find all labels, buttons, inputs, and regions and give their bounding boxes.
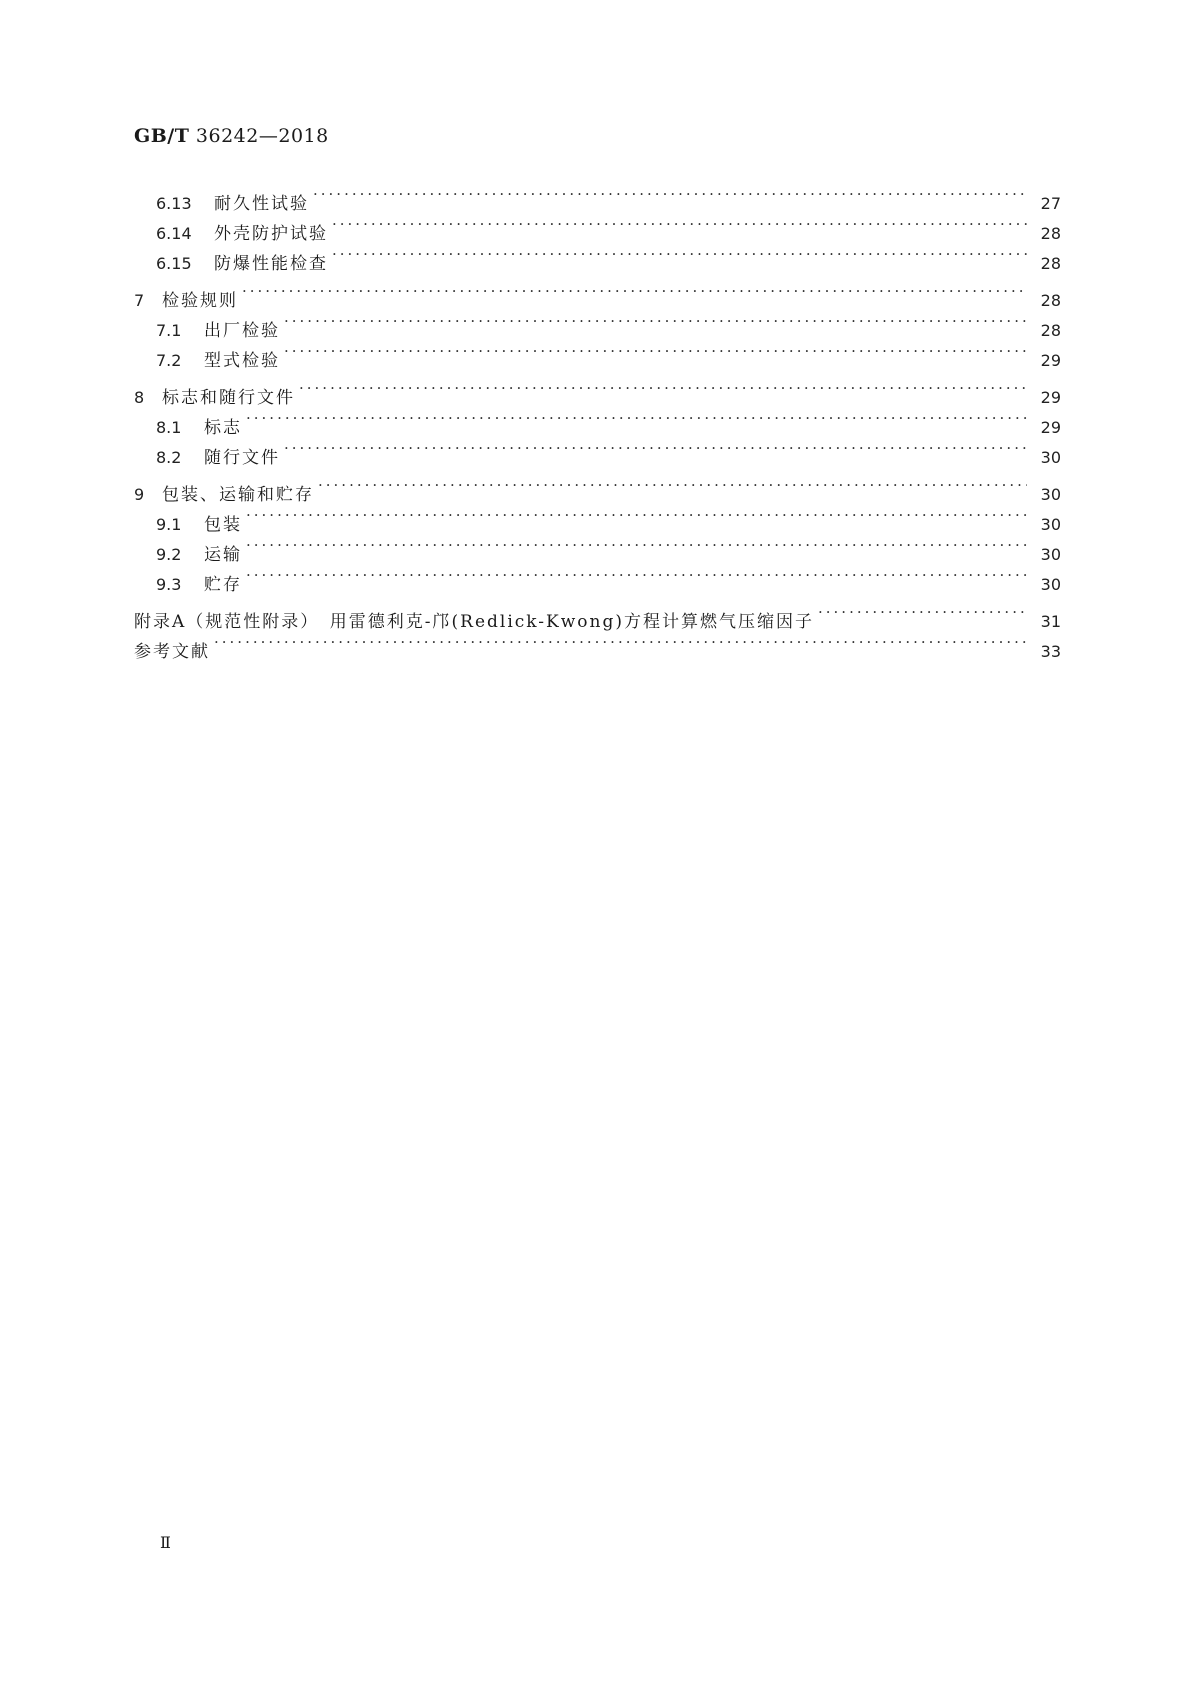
toc-number: 8.1 [156,418,182,437]
toc-page-number: 28 [1040,224,1061,243]
toc-page-number: 33 [1040,642,1061,661]
toc-number: 7.1 [156,321,182,340]
toc-leader-dots [299,373,1027,403]
toc-entry-8-2[interactable] [134,433,1061,468]
toc-number: 8.2 [156,448,182,467]
toc-page-number: 29 [1040,388,1061,407]
toc-title: 包装 [204,515,242,535]
toc-title: 检验规则 [162,291,238,311]
toc-leader-dots [246,530,1027,560]
toc-title: 型式检验 [204,351,280,371]
toc-title: 参考文献 [134,642,210,662]
toc-number: 6.14 [156,224,192,243]
toc-entry-9-1[interactable] [134,500,1061,535]
toc-title: 标志和随行文件 [162,388,295,408]
toc-entry-6-14[interactable] [134,209,1061,244]
toc-number: 7.2 [156,351,182,370]
toc-title: 附录A（规范性附录） 用雷德利克-邝(Redlick-Kwong)方程计算燃气压缩因子 [134,612,814,632]
toc-title: 防爆性能检查 [214,254,328,274]
toc-entry-8[interactable] [134,373,1061,408]
toc-leader-dots [284,433,1027,463]
toc-number: 6.15 [156,254,192,273]
toc-entry-7-1[interactable] [134,306,1061,341]
toc-title: 标志 [204,418,242,438]
toc-entry-7[interactable] [134,276,1061,311]
toc-leader-dots [284,306,1027,336]
toc-title: 包装、运输和贮存 [162,485,314,505]
toc-title: 出厂检验 [204,321,280,341]
toc-entry-6-15[interactable] [134,239,1061,274]
toc-entry-9-3[interactable] [134,560,1061,595]
toc-entry-9-2[interactable] [134,530,1061,565]
toc-leader-dots [214,627,1027,657]
toc-entry-appendix-a[interactable] [134,597,1061,632]
toc-leader-dots [246,500,1027,530]
toc-page-number: 30 [1040,545,1061,564]
standard-header [134,125,329,147]
toc-leader-dots [332,209,1027,239]
toc-number: 7 [134,291,145,310]
toc-entry-9[interactable] [134,470,1061,505]
toc-leader-dots [284,336,1027,366]
toc-page-number: 29 [1040,418,1061,437]
toc-number: 9 [134,485,145,504]
page-number-footer: Ⅱ [160,1533,171,1552]
toc-leader-dots [242,276,1027,306]
toc-title: 耐久性试验 [214,194,309,214]
toc-page-number: 27 [1040,194,1061,213]
toc-page-number: 31 [1040,612,1061,631]
toc-title: 贮存 [204,575,242,595]
toc-number: 9.1 [156,515,182,534]
standard-number: 36242—2018 [195,125,329,147]
toc-number: 9.2 [156,545,182,564]
toc-entry-references[interactable] [134,627,1061,662]
toc-entry-6-13[interactable] [134,179,1061,214]
toc-number: 8 [134,388,145,407]
toc-leader-dots [318,470,1027,500]
toc-page-number: 28 [1040,291,1061,310]
toc-entry-7-2[interactable] [134,336,1061,371]
toc-page-number: 29 [1040,351,1061,370]
toc-page-number: 30 [1040,448,1061,467]
toc-title: 随行文件 [204,448,280,468]
toc-title: 外壳防护试验 [214,224,328,244]
table-of-contents [134,179,1061,662]
standard-prefix: GB/T [134,125,190,147]
toc-page-number: 30 [1040,515,1061,534]
toc-entry-8-1[interactable] [134,403,1061,438]
toc-leader-dots [818,597,1027,627]
toc-leader-dots [332,239,1027,269]
toc-leader-dots [313,179,1027,209]
toc-number: 9.3 [156,575,182,594]
toc-leader-dots [246,403,1027,433]
toc-page-number: 28 [1040,254,1061,273]
toc-page-number: 30 [1040,485,1061,504]
toc-title: 运输 [204,545,242,565]
toc-page-number: 30 [1040,575,1061,594]
toc-leader-dots [246,560,1027,590]
toc-page-number: 28 [1040,321,1061,340]
toc-number: 6.13 [156,194,192,213]
